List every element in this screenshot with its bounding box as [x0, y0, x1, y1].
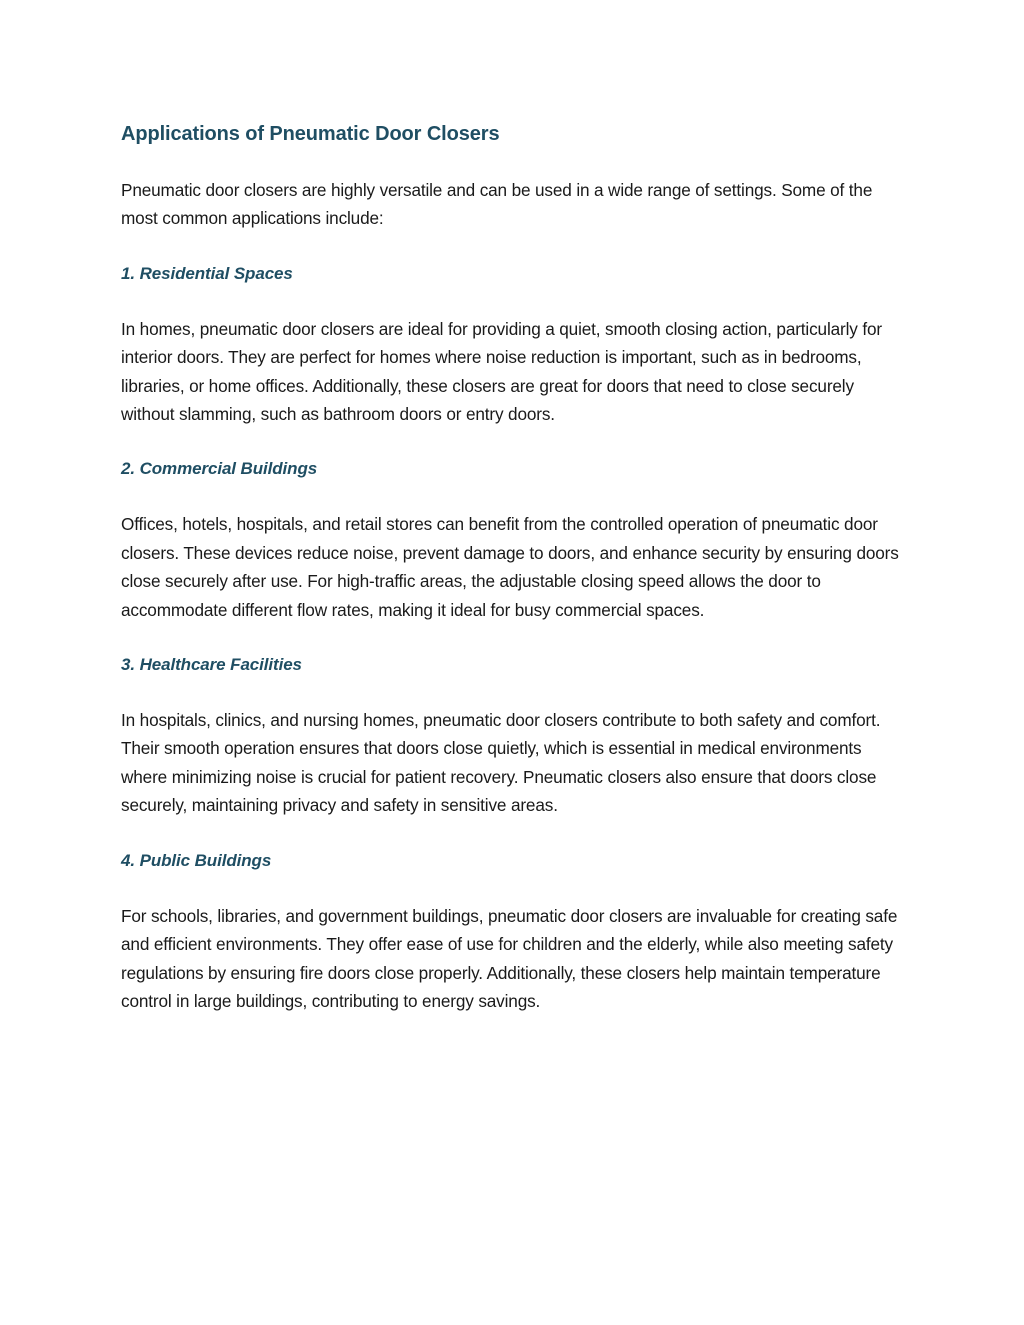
section-healthcare-facilities [121, 651, 911, 820]
section-paragraph: In hospitals, clinics, and nursing homes, pneumatic door closers contribute to both safety and comfort. Their smooth operation ensures that doors close quietly, which is essential in medical environments where minimizing noise is crucial for patient recovery. Pneumatic closers also ensure that doors close securely, maintaining privacy and safety in sensitive areas. [121, 710, 881, 816]
section-paragraph: For schools, libraries, and government buildings, pneumatic door closers are invaluable for creating safe and efficient environments. They offer ease of use for children and the elderly, while also meeting safety regulations by ensuring fire doors close properly. Additionally, these closers help maintain temperature control in large buildings, contributing to energy savings. [121, 905, 898, 1011]
section-residential-spaces [121, 260, 911, 429]
page-title: Applications of Pneumatic Door Closers [121, 123, 500, 145]
document-page [121, 118, 911, 1015]
section-heading: 1. Residential Spaces [121, 263, 293, 283]
section-heading: 4. Public Buildings [121, 850, 272, 870]
section-heading: 2. Commercial Buildings [121, 459, 318, 479]
section-paragraph: Offices, hotels, hospitals, and retail stores can benefit from the controlled operation of pneumatic door closers. These devices reduce noise, prevent damage to doors, and enhance security by ensuring doors close securely after use. For high-traffic areas, the adjustable closing speed allows the door to accommodate different flow rates, making it ideal for busy commercial spaces. [121, 514, 899, 620]
section-public-buildings [121, 847, 911, 1016]
section-commercial-buildings [121, 455, 911, 624]
intro-paragraph: Pneumatic door closers are highly versatile and can be used in a wide range of settings. Some of the most common applications include: [121, 180, 873, 229]
section-heading: 3. Healthcare Facilities [121, 655, 302, 675]
section-paragraph: In homes, pneumatic door closers are ideal for providing a quiet, smooth closing action, particularly for interior doors. They are perfect for homes where noise reduction is important, such as in bedrooms, libraries, or home offices. Additionally, these closers are great for doors that need to close securely without slamming, such as bathroom doors or entry doors. [121, 318, 882, 425]
